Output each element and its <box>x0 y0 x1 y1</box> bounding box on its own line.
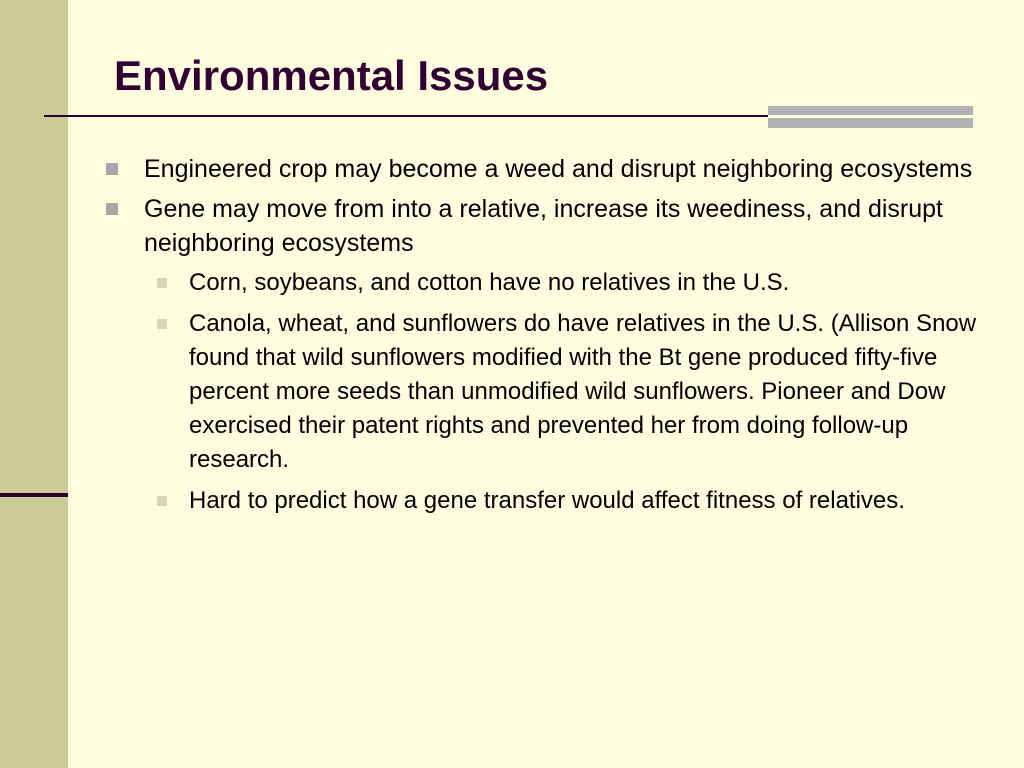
square-bullet-icon <box>157 319 167 329</box>
bullet-text: Engineered crop may become a weed and disrupt neighboring ecosystems <box>144 155 973 183</box>
slide-title: Environmental Issues <box>114 52 549 99</box>
sub-bullet-item <box>151 307 986 477</box>
title-accent-line <box>768 115 973 118</box>
sub-bullet-text: Corn, soybeans, and cotton have no relatives in the U.S. <box>189 269 790 296</box>
sub-bullet-item <box>151 266 986 300</box>
sub-bullet-text: Canola, wheat, and sunflowers do have relatives in the U.S. (Allison Snow found that wild sunflowers modified with the Bt gene produced fifty-five percent more seeds than unmodified wild sunflowers. Pioneer and Dow exercised their patent rights and prevented her from doing follow-up research. <box>189 310 977 473</box>
square-bullet-icon <box>106 203 118 215</box>
square-bullet-icon <box>157 278 167 288</box>
bullet-text: Gene may move from into a relative, increase its weediness, and disrupt neighboring ecosystems <box>144 195 943 257</box>
bullet-item <box>106 192 986 260</box>
left-accent-bar <box>0 493 68 497</box>
bullet-item <box>106 152 986 186</box>
square-bullet-icon <box>106 163 118 175</box>
sub-bullet-text: Hard to predict how a gene transfer would affect fitness of relatives. <box>189 487 905 514</box>
slide-content <box>106 152 986 525</box>
sub-bullet-item <box>151 484 986 518</box>
square-bullet-icon <box>157 496 167 506</box>
